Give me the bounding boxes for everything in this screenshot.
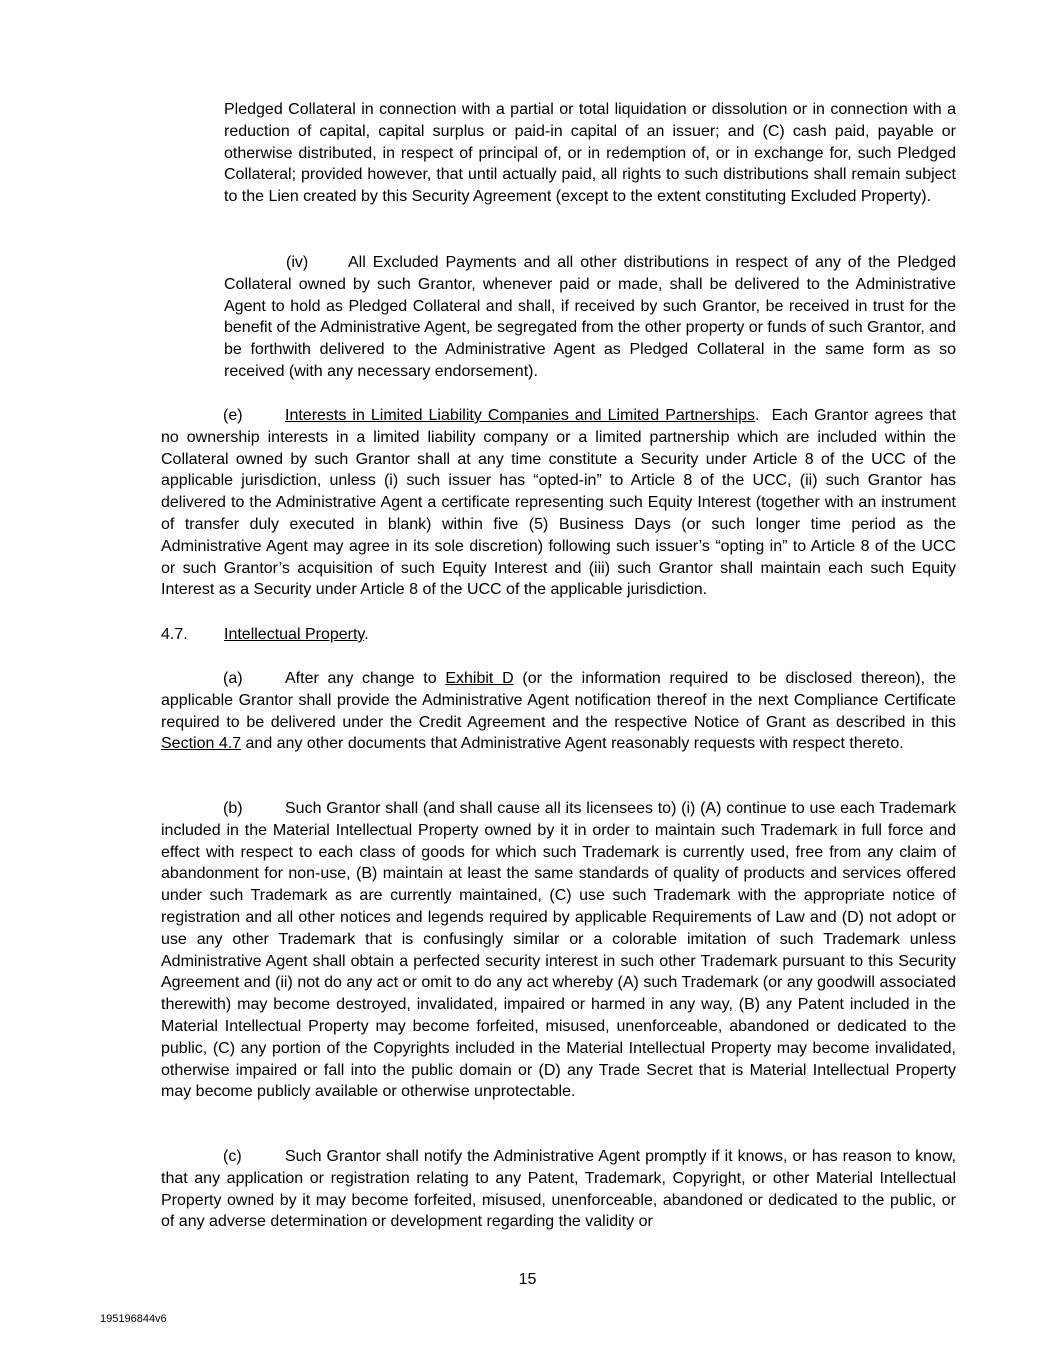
clause-label: (a) [223,670,243,687]
heading-punctuation: . [755,407,760,424]
paragraph-text: Such Grantor shall notify the Administrative Agent promptly if it knows, or has reason to know, that any application or registration relating to any Patent, Trademark, Copyright, or other Material Intellectual Property owned by it may become forfeited, misused, unenforceable, abandoned or dedicated to the public, or of any adverse determination or development regarding the validity or [161,1148,956,1231]
paragraph-b [161,798,956,1103]
clause-heading: Interests in Limited Liability Companies and Limited Partnerships [285,407,756,424]
section-heading-4-7 [161,624,956,646]
paragraph-text: All Excluded Payments and all other distributions in respect of any of the Pledged Collateral owned by such Grantor, whenever paid or made, shall be delivered to the Administrative Agent to hold as Pledged Collateral and shall, if received by such Grantor, be received in trust for the benefit of the Administrative Agent, be segregated from the other property or funds of such Grantor, and be forthwith delivered to the Administrative Agent as Pledged Collateral in the same form as so received (with any necessary endorsement). [224,254,956,380]
paragraph-text-part: (or the information required to be disclosed thereon), the applicable Grantor shall provide the Administrative Agent notification thereof in the next Compliance Certificate required to be delivered under the Credit Agreement and the respective Notice of Grant as described in this [161,670,956,731]
paragraph-pledged-collateral-continued [224,99,956,208]
document-id: 195196844v6 [100,1313,167,1325]
section-title-punctuation: . [364,626,369,643]
paragraph-text: Each Grantor agrees that no ownership interests in a limited liability company or a limited partnership which are included within the Collateral owned by such Grantor shall at any time constitute a Security under Article 8 of the UCC of the applicable jurisdiction, unless (i) such issuer has “opted-in” to Article 8 of the UCC, (ii) such Grantor has delivered to the Administrative Agent a certificate representing such Equity Interest (together with an instrument of transfer duly executed in blank) within five (5) Business Days (or such longer time period as the Administrative Agent may agree in its sole discretion) following such issuer’s “opting in” to Article 8 of the UCC or such Grantor’s acquisition of such Equity Interest and (iii) such Grantor shall maintain each such Equity Interest as a Security under Article 8 of the UCC of the applicable jurisdiction. [161,407,957,599]
clause-label: (e) [223,407,243,424]
section-4-7-reference: Section 4.7 [161,735,242,753]
clause-label: (iv) [286,254,309,271]
section-number: 4.7. [161,626,188,643]
paragraph-text: Such Grantor shall (and shall cause all its licensees to) (i) (A) continue to use each Trademark included in the Material Intellectual Property owned by it in order to maintain such Trademark in full force and effect with respect to each class of goods for which such Trademark is currently used, free from any claim of abandonment for non-use, (B) maintain at least the same standards of quality of products and services offered under such Trademark as are currently maintained, (C) use such Trademark with the appropriate notice of registration and all other notices and legends required by applicable Requirements of Law and (D) not adopt or use any other Trademark that is confusingly similar or a colorable imitation of such Trademark unless Administrative Agent shall obtain a perfected security interest in such other Trademark pursuant to this Security Agreement and (ii) not do any act or omit to do any act whereby (A) such Trademark (or any goodwill associated therewith) may become destroyed, invalidated, impaired or harmed in any way, (B) any Patent included in the Material Intellectual Property may become forfeited, misused, unenforceable, abandoned or dedicated to the public, (C) any portion of the Copyrights included in the Material Intellectual Property may become invalidated, otherwise impaired or fall into the public domain or (D) any Trade Secret that is Material Intellectual Property may become publicly available or otherwise unprotectable. [161,800,956,1101]
section-title: Intellectual Property [224,626,365,643]
paragraph-iv [224,252,956,383]
paragraph-text: Pledged Collateral in connection with a partial or total liquidation or dissolution or in connection with a reduction of capital, capital surplus or paid-in capital of an issuer; and (C) cash paid, payable or otherwise distributed, in respect of principal of, or in redemption of, or in exchange for, such Pledged Collateral; provided however, that until actually paid, all rights to such distributions shall remain subject to the Lien created by this Security Agreement (except to the extent constituting Excluded Property). [224,101,956,206]
paragraph-text-part: After any change to [285,670,437,687]
paragraph-a [161,668,956,755]
clause-label: (c) [223,1148,242,1165]
exhibit-d-reference: Exhibit D [445,670,514,687]
clause-label: (b) [223,800,243,817]
page-number: 15 [518,1271,537,1288]
paragraph-e [161,405,956,601]
paragraph-c [161,1146,956,1233]
paragraph-text-part: and any other documents that Administrative Agent reasonably requests with respect thereto. [245,735,904,753]
